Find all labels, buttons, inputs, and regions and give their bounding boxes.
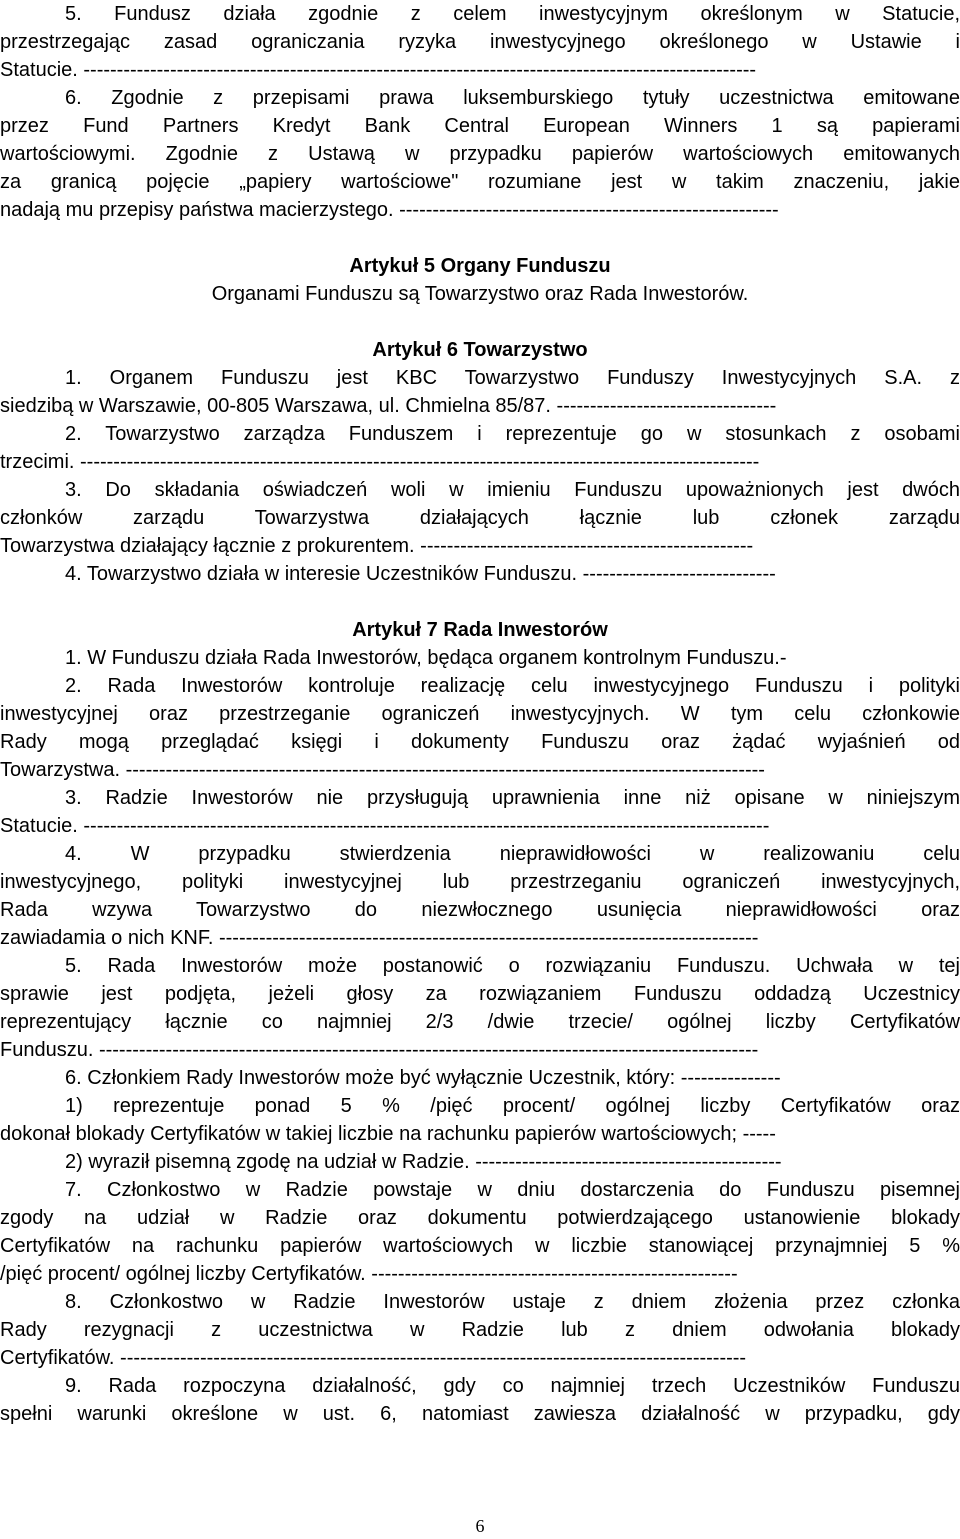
text-line: Rady mogą przeglądać księgi i dokumenty Funduszu oraz żądać wyjaśnień od	[0, 731, 960, 753]
text-line: siedzibą w Warszawie, 00-805 Warszawa, ul. Chmielna 85/87. ---------------------------------	[0, 395, 777, 417]
text-line: nadają mu przepisy państwa macierzystego. ---------------------------------------------------------	[0, 199, 779, 221]
article-heading: Artykuł 6 Towarzystwo	[372, 339, 588, 361]
text-line: 6. Członkiem Rady Inwestorów może być wyłącznie Uczestnik, który: ---------------	[65, 1067, 781, 1089]
text-line: przestrzegając zasad ograniczania ryzyka inwestycyjnego określonego w Ustawie i	[0, 31, 960, 53]
article-heading: Artykuł 5 Organy Funduszu	[349, 255, 611, 277]
text-line: 1. W Funduszu działa Rada Inwestorów, będąca organem kontrolnym Funduszu.-	[65, 647, 787, 669]
text-line: inwestycyjnego, polityki inwestycyjnej lub przestrzeganiu ograniczeń inwestycyjnych,	[0, 871, 960, 893]
text-line: wartościowymi. Zgodnie z Ustawą w przypadku papierów wartościowych emitowanych	[0, 143, 960, 165]
text-line: Rady rezygnacji z uczestnictwa w Radzie lub z dniem odwołania blokady	[0, 1319, 960, 1341]
text-line: Funduszu. ---------------------------------------------------------------------------------------------------	[0, 1039, 759, 1061]
text-line: 5. Rada Inwestorów może postanowić o rozwiązaniu Funduszu. Uchwała w tej	[65, 955, 960, 977]
text-line: Statucie. -------------------------------------------------------------------------------------------------------	[0, 815, 770, 837]
text-line: spełni warunki określone w ust. 6, natomiast zawiesza działalność w przypadku, gdy	[0, 1403, 960, 1425]
text-line: reprezentujący łącznie co najmniej 2/3 /dwie trzecie/ ogólnej liczby Certyfikatów	[0, 1011, 960, 1033]
text-line: 2. Towarzystwo zarządza Funduszem i reprezentuje go w stosunkach z osobami	[65, 423, 960, 445]
text-line: /pięć procent/ ogólnej liczby Certyfikatów. -------------------------------------------------------	[0, 1263, 738, 1285]
text-line: Certyfikatów. ----------------------------------------------------------------------------------------------	[0, 1347, 747, 1369]
text-line: 3. Radzie Inwestorów nie przysługują uprawnienia inne niż opisane w niniejszym	[65, 787, 960, 809]
text-line: Towarzystwa działający łącznie z prokurentem. --------------------------------------------------	[0, 535, 754, 557]
text-line: Rada wzywa Towarzystwo do niezwłocznego usunięcia nieprawidłowości oraz	[0, 899, 960, 921]
text-line: 1) reprezentuje ponad 5 % /pięć procent/ ogólnej liczby Certyfikatów oraz	[65, 1095, 960, 1117]
text-line: inwestycyjnej oraz przestrzeganie ograniczeń inwestycyjnych. W tym celu członkowie	[0, 703, 960, 725]
text-line: 2. Rada Inwestorów kontroluje realizację celu inwestycyjnego Funduszu i polityki	[65, 675, 960, 697]
text-line: przez Fund Partners Kredyt Bank Central European Winners 1 są papierami	[0, 115, 960, 137]
text-line: 7. Członkostwo w Radzie powstaje w dniu dostarczenia do Funduszu pisemnej	[65, 1179, 960, 1201]
text-line: trzecimi. ------------------------------------------------------------------------------------------------------	[0, 451, 760, 473]
text-line: 9. Rada rozpoczyna działalność, gdy co najmniej trzech Uczestników Funduszu	[65, 1375, 960, 1397]
text-line: 4. W przypadku stwierdzenia nieprawidłowości w realizowaniu celu	[65, 843, 960, 865]
text-line: 8. Członkostwo w Radzie Inwestorów ustaje z dniem złożenia przez członka	[65, 1291, 960, 1313]
text-line: Statucie. -----------------------------------------------------------------------------------------------------	[0, 59, 757, 81]
text-line: Certyfikatów na rachunku papierów wartościowych w liczbie stanowiącej przynajmniej 5 %	[0, 1235, 960, 1257]
text-line: zawiadamia o nich KNF. ---------------------------------------------------------------------------------	[0, 927, 759, 949]
text-line: Towarzystwa. ------------------------------------------------------------------------------------------------	[0, 759, 765, 781]
text-line: 6. Zgodnie z przepisami prawa luksemburskiego tytuły uczestnictwa emitowane	[65, 87, 960, 109]
text-line: sprawie jest podjęta, jeżeli głosy za rozwiązaniem Funduszu oddadzą Uczestnicy	[0, 983, 960, 1005]
text-line: członków zarządu Towarzystwa działających łącznie lub członek zarządu	[0, 507, 960, 529]
text-line: za granicą pojęcie „papiery wartościowe" rozumiane jest w takim znaczeniu, jakie	[0, 171, 960, 193]
text-line: 5. Fundusz działa zgodnie z celem inwestycyjnym określonym w Statucie,	[65, 3, 960, 25]
page-number: 6	[475, 1516, 485, 1536]
text-line: 4. Towarzystwo działa w interesie Uczestników Funduszu. -----------------------------	[65, 563, 776, 585]
text-line: Organami Funduszu są Towarzystwo oraz Rada Inwestorów.	[211, 283, 749, 305]
article-heading: Artykuł 7 Rada Inwestorów	[352, 619, 608, 641]
text-line: 3. Do składania oświadczeń woli w imieniu Funduszu upoważnionych jest dwóch	[65, 479, 960, 501]
text-line: 1. Organem Funduszu jest KBC Towarzystwo Funduszy Inwestycyjnych S.A. z	[65, 367, 960, 389]
text-line: dokonał blokady Certyfikatów w takiej liczbie na rachunku papierów wartościowych; -----	[0, 1123, 776, 1145]
text-line: 2) wyraził pisemną zgodę na udział w Radzie. ----------------------------------------------	[65, 1151, 782, 1173]
text-line: zgody na udział w Radzie oraz dokumentu potwierdzającego ustanowienie blokady	[0, 1207, 960, 1229]
